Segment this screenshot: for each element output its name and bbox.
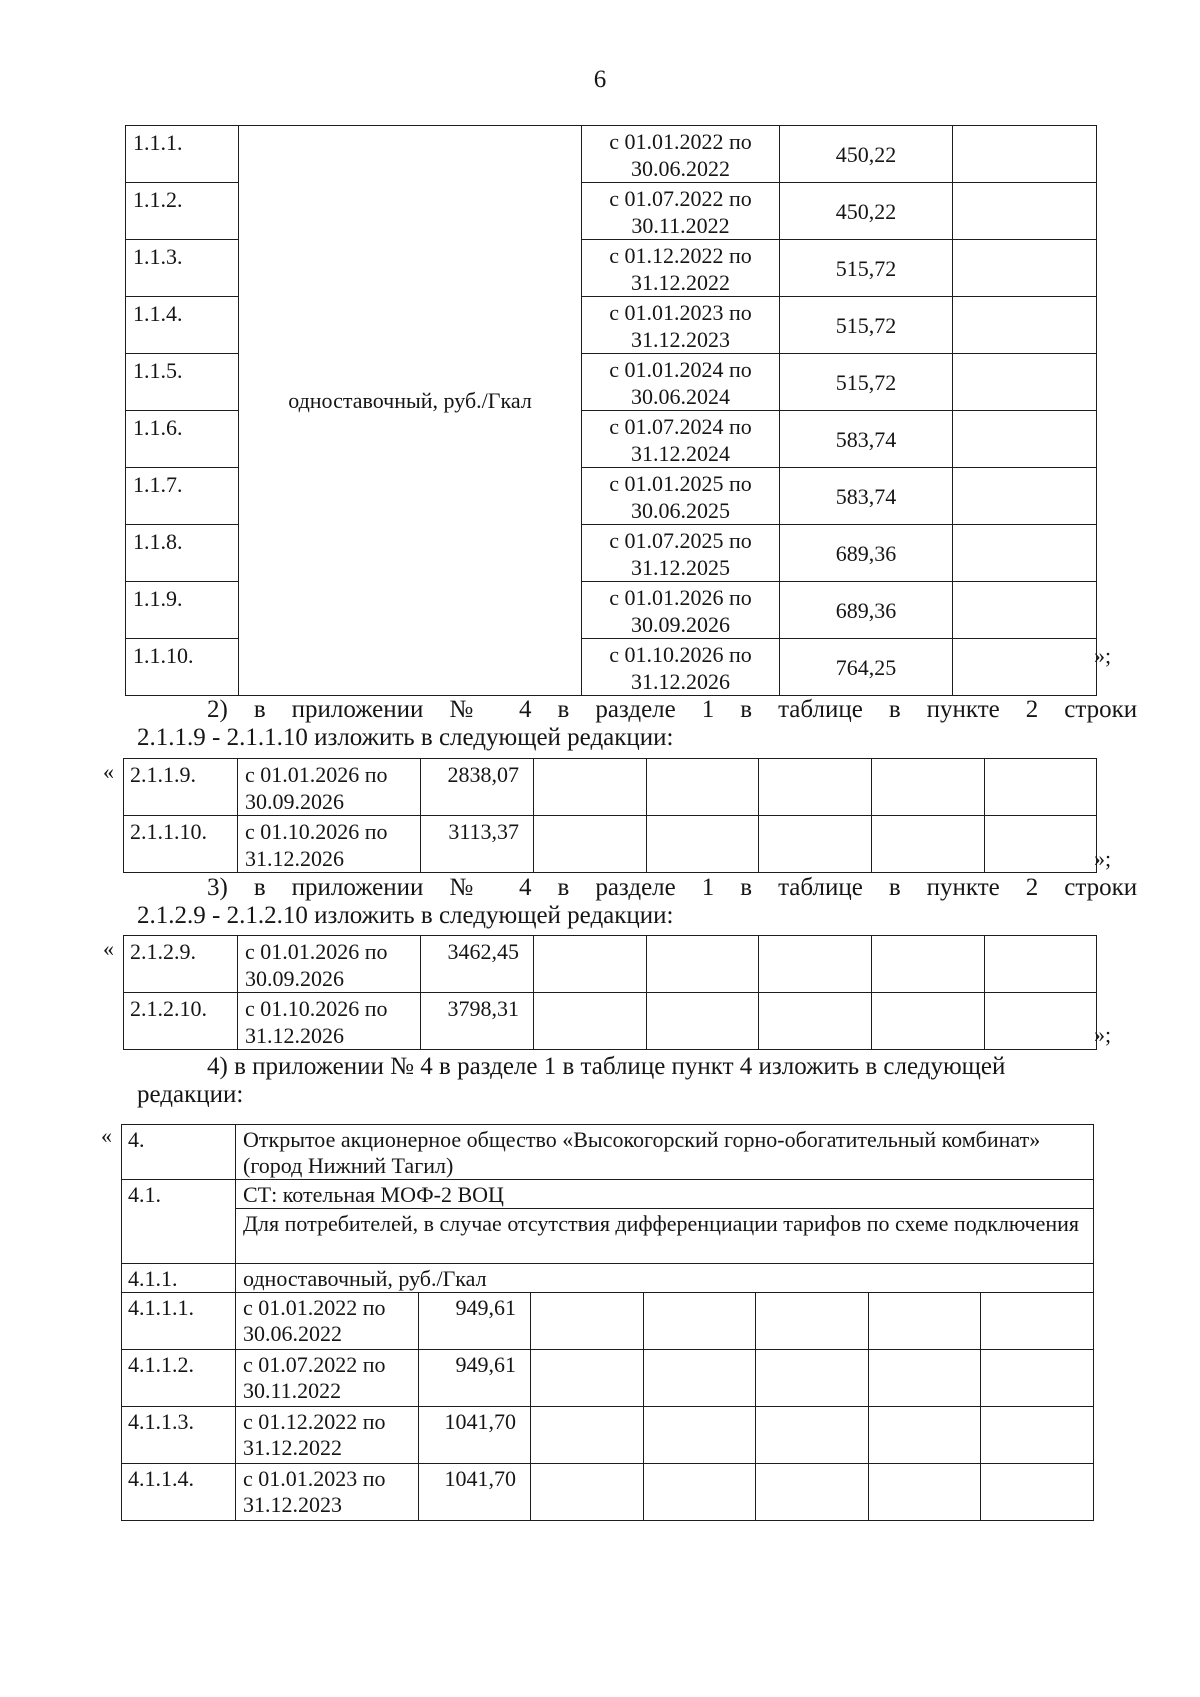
tariff-value: 515,72	[780, 297, 953, 354]
row-number: 1.1.10.	[126, 639, 239, 696]
row-number: 4.1.1.3.	[122, 1407, 236, 1464]
tariff-value: 583,74	[780, 468, 953, 525]
period-cell	[236, 1293, 419, 1350]
period-end: 30.09.2026	[631, 612, 730, 637]
period-cell	[582, 468, 780, 525]
empty-cell	[872, 816, 985, 873]
word: в	[888, 874, 901, 901]
word: пункте	[926, 696, 1000, 723]
period-end: 30.06.2025	[631, 498, 730, 523]
tariff-value: 515,72	[780, 354, 953, 411]
empty-cell	[985, 759, 1097, 816]
period-cell	[236, 1464, 419, 1521]
empty-cell	[756, 1293, 869, 1350]
empty-cell	[872, 759, 985, 816]
period-start: с 01.01.2024 по	[609, 357, 752, 382]
table-row	[124, 816, 1097, 873]
period-cell	[582, 126, 780, 183]
tariff-type-merged: одноставочный, руб./Гкал	[239, 126, 582, 696]
empty-cell	[953, 183, 1097, 240]
empty-cell	[534, 936, 647, 993]
row-number: 1.1.7.	[126, 468, 239, 525]
table-row-4-1	[122, 1180, 1094, 1209]
period-cell	[238, 816, 421, 873]
period-cell	[238, 936, 421, 993]
table-row	[124, 993, 1097, 1050]
empty-cell	[531, 1464, 644, 1521]
table-row	[124, 759, 1097, 816]
tariff-value: 689,36	[780, 525, 953, 582]
paragraph-3	[137, 874, 1137, 930]
empty-cell	[872, 993, 985, 1050]
period-end: 31.12.2026	[245, 1023, 344, 1048]
period-cell	[582, 411, 780, 468]
row-number: 1.1.2.	[126, 183, 239, 240]
period-cell	[238, 993, 421, 1050]
period-start: с 01.07.2025 по	[609, 528, 752, 553]
empty-cell	[953, 240, 1097, 297]
empty-cell	[953, 354, 1097, 411]
period-end: 31.12.2026	[245, 846, 344, 871]
table-row	[122, 1293, 1094, 1350]
empty-cell	[759, 993, 872, 1050]
period-end: 31.12.2023	[631, 327, 730, 352]
period-cell	[582, 354, 780, 411]
period-start: с 01.10.2026 по	[245, 819, 388, 844]
tariff-table-1	[125, 125, 1097, 696]
empty-cell	[981, 1350, 1094, 1407]
empty-cell	[759, 759, 872, 816]
opening-quote-2: «	[103, 759, 114, 784]
word: в	[557, 696, 570, 723]
row-number: 1.1.8.	[126, 525, 239, 582]
period-start: с 01.10.2026 по	[245, 996, 388, 1021]
period-start: с 01.01.2023 по	[243, 1466, 386, 1491]
row-number: 4.1.1.1.	[122, 1293, 236, 1350]
word: № 4	[449, 874, 532, 901]
consumer-note: Для потребителей, в случае отсутствия дифференциации тарифов по схеме подключения	[236, 1209, 1094, 1264]
word: таблице	[778, 874, 863, 901]
period-end: 31.12.2022	[631, 270, 730, 295]
empty-cell	[981, 1464, 1094, 1521]
empty-cell	[953, 639, 1097, 696]
paragraph-3-line-1	[137, 874, 1137, 902]
period-cell	[582, 639, 780, 696]
period-end: 30.11.2022	[631, 213, 730, 238]
period-cell	[582, 525, 780, 582]
period-start: с 01.10.2026 по	[609, 642, 752, 667]
word: 2	[1025, 696, 1039, 723]
word: 1	[701, 874, 715, 901]
tariff-table-3	[123, 935, 1097, 1050]
closing-quote-2: »;	[1094, 846, 1112, 871]
tariff-value: 1041,70	[419, 1464, 531, 1521]
word: строки	[1064, 874, 1138, 901]
empty-cell	[531, 1293, 644, 1350]
word: приложении	[291, 874, 424, 901]
empty-cell	[869, 1407, 981, 1464]
heat-source: СТ: котельная МОФ-2 ВОЦ	[236, 1180, 1094, 1209]
empty-cell	[981, 1293, 1094, 1350]
empty-cell	[953, 126, 1097, 183]
period-end: 30.06.2022	[631, 156, 730, 181]
paragraph-2-line-1	[137, 696, 1137, 724]
tariff-value: 949,61	[419, 1293, 531, 1350]
empty-cell	[756, 1464, 869, 1521]
table-row	[122, 1407, 1094, 1464]
tariff-value: 949,61	[419, 1350, 531, 1407]
row-number: 2.1.1.10.	[124, 816, 238, 873]
period-end: 30.11.2022	[243, 1378, 342, 1403]
empty-cell	[985, 936, 1097, 993]
paragraph-2-line-2: 2.1.1.9 - 2.1.1.10 изложить в следующей редакции:	[137, 724, 674, 751]
table-row-4-1-1	[122, 1264, 1094, 1293]
row-number: 1.1.1.	[126, 126, 239, 183]
row-number: 2.1.2.10.	[124, 993, 238, 1050]
empty-cell	[647, 759, 759, 816]
period-start: с 01.07.2024 по	[609, 414, 752, 439]
empty-cell	[869, 1464, 981, 1521]
word: в	[557, 874, 570, 901]
period-start: с 01.01.2026 по	[609, 585, 752, 610]
empty-cell	[534, 816, 647, 873]
tariff-value: 2838,07	[421, 759, 534, 816]
tariff-table-4	[121, 1124, 1094, 1521]
period-end: 31.12.2022	[243, 1435, 342, 1460]
empty-cell	[759, 816, 872, 873]
tariff-value: 515,72	[780, 240, 953, 297]
word: 3) в	[207, 874, 266, 901]
empty-cell	[985, 816, 1097, 873]
tariff-value: 3798,31	[421, 993, 534, 1050]
period-start: с 01.01.2026 по	[245, 762, 388, 787]
period-cell	[582, 240, 780, 297]
period-start: с 01.07.2022 по	[609, 186, 752, 211]
row-number: 2.1.2.9.	[124, 936, 238, 993]
empty-cell	[644, 1293, 756, 1350]
table-row-4	[122, 1125, 1094, 1180]
tariff-table-2	[123, 758, 1097, 873]
period-start: с 01.01.2026 по	[245, 939, 388, 964]
empty-cell	[644, 1350, 756, 1407]
period-end: 30.06.2024	[631, 384, 730, 409]
tariff-value: 1041,70	[419, 1407, 531, 1464]
period-end: 30.06.2022	[243, 1321, 342, 1346]
table-row	[124, 936, 1097, 993]
table-row	[122, 1350, 1094, 1407]
row-number: 4.	[122, 1125, 236, 1180]
period-end: 30.09.2026	[245, 789, 344, 814]
empty-cell	[953, 525, 1097, 582]
period-start: с 01.01.2025 по	[609, 471, 752, 496]
word: в	[740, 696, 753, 723]
word: 1	[701, 696, 715, 723]
tariff-type: одноставочный, руб./Гкал	[236, 1264, 1094, 1293]
paragraph-4-line-1: 4) в приложении № 4 в разделе 1 в таблице пункт 4 изложить в следующей	[207, 1053, 1006, 1080]
row-number: 4.1.1.	[122, 1264, 236, 1293]
tariff-value: 689,36	[780, 582, 953, 639]
empty-cell	[644, 1407, 756, 1464]
period-end: 31.12.2023	[243, 1492, 342, 1517]
paragraph-2	[137, 696, 1137, 752]
word: № 4	[449, 696, 532, 723]
paragraph-4-line-2: редакции:	[137, 1081, 244, 1108]
table-row	[126, 126, 1097, 183]
empty-cell	[644, 1464, 756, 1521]
empty-cell	[647, 936, 759, 993]
empty-cell	[869, 1350, 981, 1407]
period-end: 31.12.2026	[631, 669, 730, 694]
row-number: 4.1.	[122, 1180, 236, 1264]
empty-cell	[531, 1407, 644, 1464]
empty-cell	[953, 468, 1097, 525]
empty-cell	[953, 582, 1097, 639]
word: в	[740, 874, 753, 901]
empty-cell	[534, 759, 647, 816]
word: приложении	[291, 696, 424, 723]
word: пункте	[926, 874, 1000, 901]
opening-quote-3: «	[103, 936, 114, 961]
word: разделе	[595, 874, 676, 901]
empty-cell	[756, 1407, 869, 1464]
empty-cell	[985, 993, 1097, 1050]
empty-cell	[647, 993, 759, 1050]
empty-cell	[647, 816, 759, 873]
empty-cell	[534, 993, 647, 1050]
tariff-value: 450,22	[780, 183, 953, 240]
period-end: 30.09.2026	[245, 966, 344, 991]
table-row-4-1-sub	[122, 1209, 1094, 1264]
period-cell	[236, 1350, 419, 1407]
period-cell	[238, 759, 421, 816]
empty-cell	[869, 1293, 981, 1350]
empty-cell	[953, 297, 1097, 354]
row-number: 2.1.1.9.	[124, 759, 238, 816]
word: разделе	[595, 696, 676, 723]
period-start: с 01.07.2022 по	[243, 1352, 386, 1377]
tariff-value: 3113,37	[421, 816, 534, 873]
page-number: 6	[593, 66, 607, 93]
row-number: 4.1.1.2.	[122, 1350, 236, 1407]
row-number: 1.1.9.	[126, 582, 239, 639]
row-number: 1.1.5.	[126, 354, 239, 411]
period-start: с 01.01.2022 по	[243, 1295, 386, 1320]
word: 2	[1025, 874, 1039, 901]
empty-cell	[872, 936, 985, 993]
word: 2) в	[207, 696, 266, 723]
period-start: с 01.12.2022 по	[243, 1409, 386, 1434]
period-start: с 01.01.2023 по	[609, 300, 752, 325]
closing-quote-1: »;	[1094, 643, 1112, 668]
row-number: 1.1.3.	[126, 240, 239, 297]
empty-cell	[759, 936, 872, 993]
tariff-value: 764,25	[780, 639, 953, 696]
row-number: 1.1.4.	[126, 297, 239, 354]
company-name: Открытое акционерное общество «Высокогорский горно-обогатительный комбинат» (город Нижний Тагил)	[236, 1125, 1094, 1180]
row-number: 4.1.1.4.	[122, 1464, 236, 1521]
tariff-value: 450,22	[780, 126, 953, 183]
closing-quote-3: »;	[1094, 1022, 1112, 1047]
empty-cell	[531, 1350, 644, 1407]
opening-quote-4: «	[101, 1123, 112, 1148]
period-end: 31.12.2024	[631, 441, 730, 466]
period-cell	[582, 183, 780, 240]
period-cell	[582, 582, 780, 639]
empty-cell	[953, 411, 1097, 468]
table-row	[122, 1464, 1094, 1521]
row-number: 1.1.6.	[126, 411, 239, 468]
period-start: с 01.01.2022 по	[609, 129, 752, 154]
tariff-value: 583,74	[780, 411, 953, 468]
period-end: 31.12.2025	[631, 555, 730, 580]
empty-cell	[756, 1350, 869, 1407]
word: в	[888, 696, 901, 723]
period-start: с 01.12.2022 по	[609, 243, 752, 268]
empty-cell	[981, 1407, 1094, 1464]
word: таблице	[778, 696, 863, 723]
paragraph-4	[137, 1053, 1137, 1109]
period-cell	[582, 297, 780, 354]
paragraph-3-line-2: 2.1.2.9 - 2.1.2.10 изложить в следующей редакции:	[137, 902, 674, 929]
word: строки	[1064, 696, 1138, 723]
tariff-value: 3462,45	[421, 936, 534, 993]
period-cell	[236, 1407, 419, 1464]
